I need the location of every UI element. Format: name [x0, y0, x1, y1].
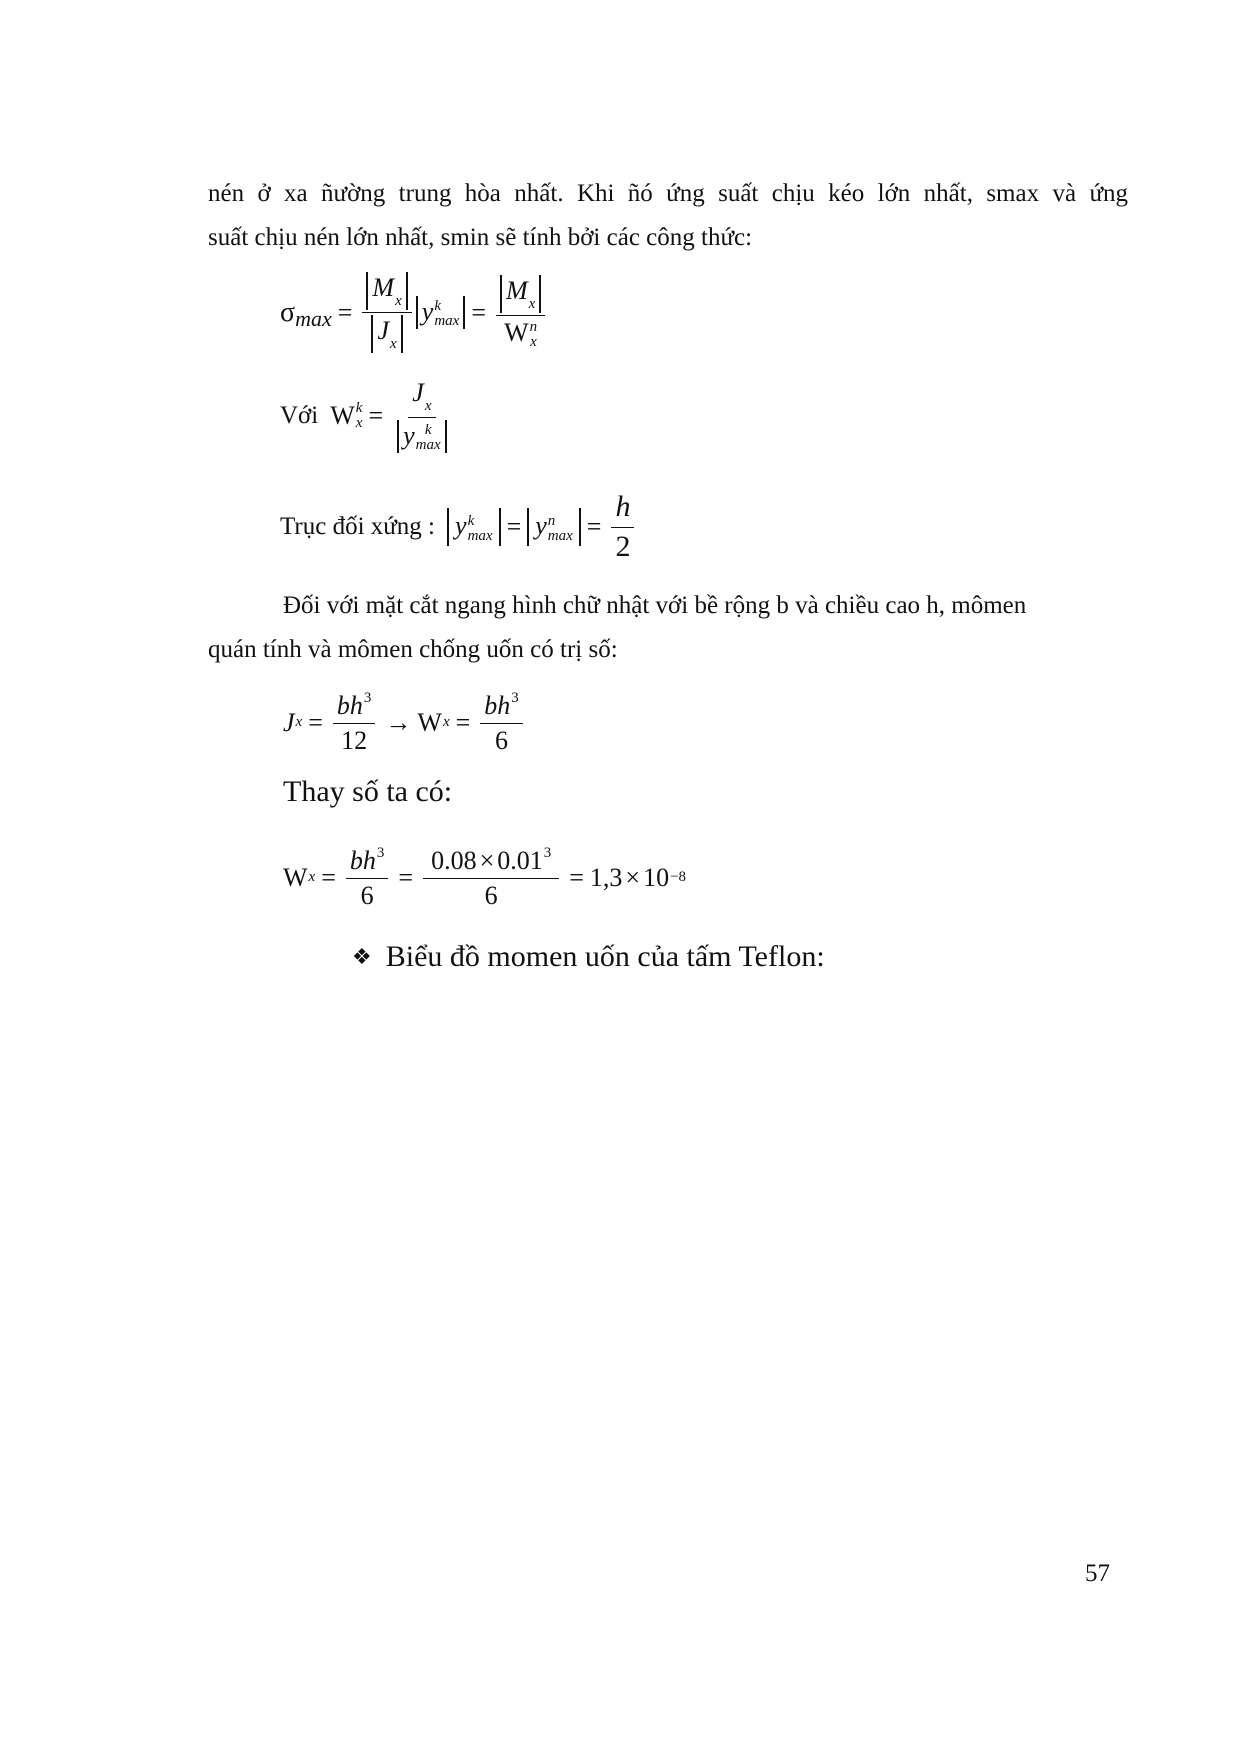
bh-symbol: bh: [336, 691, 363, 720]
x-subscript: x: [395, 293, 402, 309]
y-max-k-abs: [447, 508, 501, 545]
denominator-two: 2: [615, 529, 631, 563]
rectangle-section-paragraph-cont: [208, 628, 1128, 672]
inertia-over-ymax-fraction: [393, 378, 451, 453]
equals-sign: =: [321, 862, 336, 892]
y-symbol: y: [535, 511, 547, 541]
cube-superscript: 3: [376, 845, 385, 861]
page-number: 57: [1085, 1560, 1110, 1587]
max-subscript: max: [547, 527, 573, 544]
x-subscript: x: [528, 295, 536, 312]
y-symbol: y: [455, 511, 467, 541]
inertia-symbol: J: [283, 707, 295, 737]
denominator-six: 6: [484, 880, 498, 910]
k-superscript: k: [467, 512, 475, 529]
result-base: 10: [643, 862, 670, 892]
y-max-n-abs: [527, 508, 581, 545]
height-value: 0.01: [497, 846, 543, 875]
bh-symbol: bh: [484, 691, 511, 720]
intro-line-2: suất chịu nén lớn nhất, smin sẽ tính bởi các công thức:: [208, 224, 753, 251]
equals-sign: =: [398, 862, 414, 892]
x-subscript: x: [295, 714, 303, 731]
k-superscript: k: [424, 422, 432, 439]
cube-superscript: 3: [511, 690, 519, 706]
section-modulus-symbol: W: [417, 707, 442, 737]
y-max-k-abs: [416, 296, 466, 329]
n-superscript: n: [529, 319, 538, 336]
bending-moment-diagram-title: Biểu đồ momen uốn của tấm Teflon:: [385, 940, 825, 973]
equals-sign: =: [455, 707, 471, 737]
x-subscript: x: [424, 398, 432, 414]
rectangle-section-paragraph: [283, 584, 1083, 628]
max-subscript: max: [434, 313, 460, 330]
denominator-six: 6: [360, 880, 374, 910]
x-subscript: x: [308, 869, 316, 886]
substitute-heading: Thay số ta có:: [283, 775, 453, 808]
sigma-subscript: max: [295, 305, 332, 331]
diamond-bullet-icon: ❖: [352, 944, 372, 970]
equals-sign: =: [471, 297, 486, 327]
section-modulus-value-formula: [283, 845, 686, 911]
rect-line-1: Đối với mặt cắt ngang hình chữ nhật với bề rộng b và chiều cao h, mômen: [283, 592, 1027, 619]
intro-paragraph: [208, 172, 1128, 216]
times-sign: ×: [479, 846, 495, 875]
y-symbol: y: [403, 421, 415, 451]
max-subscript: max: [415, 437, 441, 454]
moment-symbol: M: [505, 275, 528, 305]
equals-sign: =: [368, 400, 384, 430]
section-modulus-definition: [280, 378, 455, 453]
rect-line-2: quán tính và mômen chống uốn có trị số:: [208, 636, 618, 663]
times-sign: ×: [625, 862, 641, 892]
n-superscript: n: [547, 512, 556, 529]
moment-over-section-modulus-fraction: [496, 275, 545, 350]
result-exponent: −8: [670, 869, 687, 886]
denominator-twelve: 12: [341, 725, 368, 755]
moment-over-inertia-fraction: [362, 272, 411, 353]
result-mantissa: 1,3: [589, 862, 623, 892]
x-subscript: x: [530, 334, 537, 351]
cube-superscript: 3: [543, 845, 552, 861]
section-modulus-symbol: W: [330, 400, 355, 430]
x-subscript: x: [355, 414, 363, 431]
inertia-symbol: J: [377, 316, 390, 345]
bh3-over-6-fraction: [480, 690, 523, 756]
intro-line-1: nén ở xa ñường trung hòa nhất. Khi ñó ứng suất chịu kéo lớn nhất, smax và ứng: [208, 180, 1128, 207]
cube-superscript: 3: [363, 690, 372, 706]
sigma-symbol: σ: [280, 296, 296, 328]
k-superscript: k: [434, 298, 441, 315]
inertia-formula: [283, 690, 527, 756]
sigma-max-formula: [280, 272, 549, 353]
x-subscript: x: [390, 336, 397, 352]
y-symbol: y: [421, 296, 434, 326]
bh-symbol: bh: [349, 846, 376, 875]
section-modulus-symbol: W: [283, 862, 308, 892]
half-height-fraction: [611, 490, 634, 564]
moment-symbol: M: [372, 273, 395, 302]
k-superscript: k: [355, 399, 363, 416]
equals-sign: =: [586, 512, 602, 541]
bh3-over-6-fraction: [346, 845, 389, 911]
height-symbol: h: [611, 490, 634, 528]
equals-sign: =: [308, 707, 323, 737]
voi-label: Với: [280, 401, 319, 429]
denominator-six: 6: [495, 725, 509, 755]
equals-sign: =: [506, 512, 522, 541]
numeric-substitution-fraction: [423, 845, 559, 911]
intro-paragraph-cont: [208, 216, 1128, 260]
symmetry-label: Trục đối xứng :: [280, 513, 436, 540]
bending-moment-diagram-heading: [352, 940, 825, 974]
inertia-symbol: J: [412, 378, 424, 407]
width-value: 0.08: [431, 846, 477, 875]
right-arrow-icon: →: [385, 707, 412, 737]
bh3-over-12-fraction: [333, 690, 376, 756]
section-modulus-symbol: W: [504, 317, 529, 347]
symmetry-axis-formula: [280, 490, 638, 564]
x-subscript: x: [442, 714, 450, 731]
max-subscript: max: [467, 527, 493, 544]
equals-sign: =: [569, 862, 584, 892]
equals-sign: =: [337, 297, 353, 327]
